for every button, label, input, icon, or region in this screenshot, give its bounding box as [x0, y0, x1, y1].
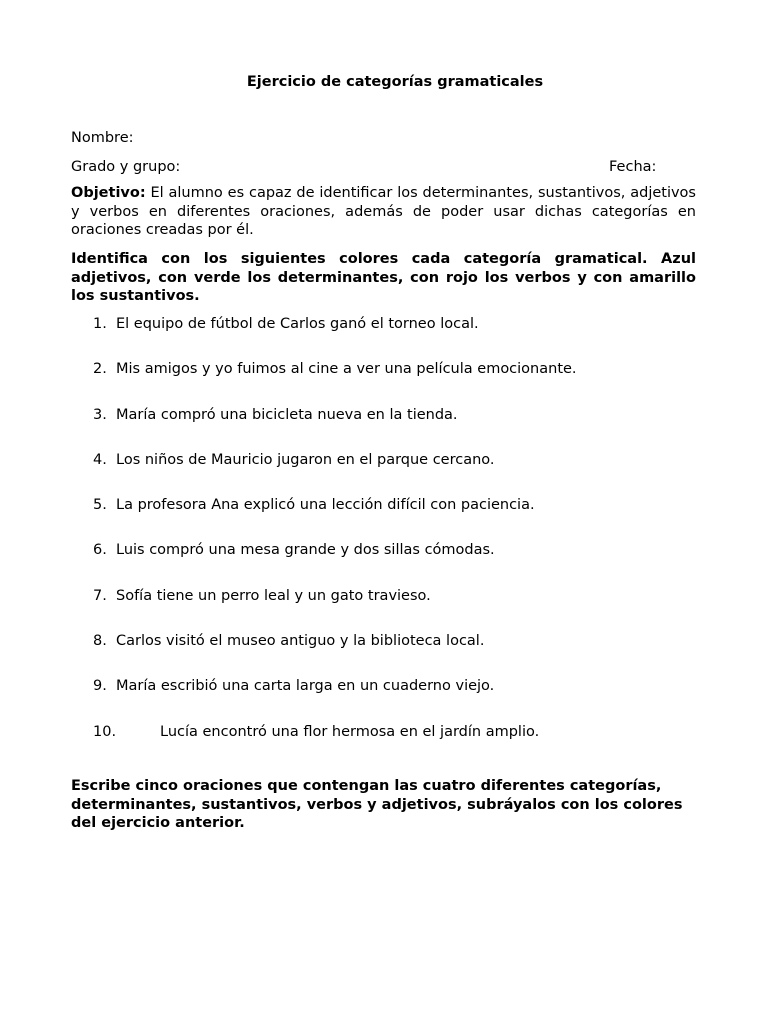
list-number: 8. [93, 633, 107, 650]
list-item [71, 359, 696, 404]
nombre-field: Nombre: [71, 130, 134, 146]
list-number: 4. [93, 451, 107, 468]
list-item [71, 495, 696, 540]
list-number: 7. [93, 587, 107, 604]
objetivo-paragraph [71, 184, 696, 240]
list-number: 10. [93, 723, 117, 740]
list-number: 2. [93, 361, 107, 378]
list-number: 6. [93, 542, 107, 559]
list-number: 1. [93, 316, 107, 332]
page-title: Ejercicio de categorías gramaticales [246, 74, 544, 90]
list-text: La profesora Ana explicó una lección difícil con paciencia. [116, 497, 535, 514]
list-number: 9. [93, 678, 107, 695]
list-item [71, 676, 696, 721]
list-text: Sofía tiene un perro leal y un gato travieso. [116, 587, 431, 604]
list-text: Los niños de Mauricio jugaron en el parque cercano. [116, 451, 495, 468]
list-text: María compró una bicicleta nueva en la tienda. [116, 406, 458, 423]
list-item [71, 631, 696, 676]
list-text: Luis compró una mesa grande y dos sillas cómodas. [116, 542, 495, 559]
objetivo-label: Objetivo: [71, 185, 146, 201]
list-text: María escribió una carta larga en un cuaderno viejo. [116, 678, 495, 695]
grado-field: Grado y grupo: [71, 159, 181, 175]
list-text: Mis amigos y yo fuimos al cine a ver una película emocionante. [116, 361, 577, 378]
list-number: 5. [93, 497, 107, 514]
objetivo-text: El alumno es capaz de identificar los determinantes, sustantivos, adjetivos y verbos en diferentes oraciones, además de poder usar dichas categorías en oraciones creadas por él. [71, 185, 696, 238]
list-item [71, 540, 696, 585]
fecha-field: Fecha: [609, 159, 657, 175]
document-page [71, 0, 696, 1024]
list-item [71, 405, 696, 450]
list-item [71, 450, 696, 495]
sentence-list [71, 314, 696, 767]
final-instruction: Escribe cinco oraciones que contengan las cuatro diferentes categorías, determinantes, sustantivos, verbos y adjetivos, subráyalos con los colores del ejercicio anterior. [71, 778, 683, 831]
list-item [71, 722, 696, 767]
instruction-paragraph: Identifica con los siguientes colores cada categoría gramatical. Azul adjetivos, con verde los determinantes, con rojo los verbos y con amarillo los sustantivos. [71, 251, 696, 304]
grado-fecha-row [71, 157, 696, 177]
list-number: 3. [93, 406, 107, 423]
list-item [71, 314, 696, 359]
list-text: El equipo de fútbol de Carlos ganó el torneo local. [116, 316, 479, 332]
list-text: Carlos visitó el museo antiguo y la biblioteca local. [116, 633, 485, 650]
list-text: Lucía encontró una flor hermosa en el jardín amplio. [160, 723, 540, 740]
list-item [71, 586, 696, 631]
